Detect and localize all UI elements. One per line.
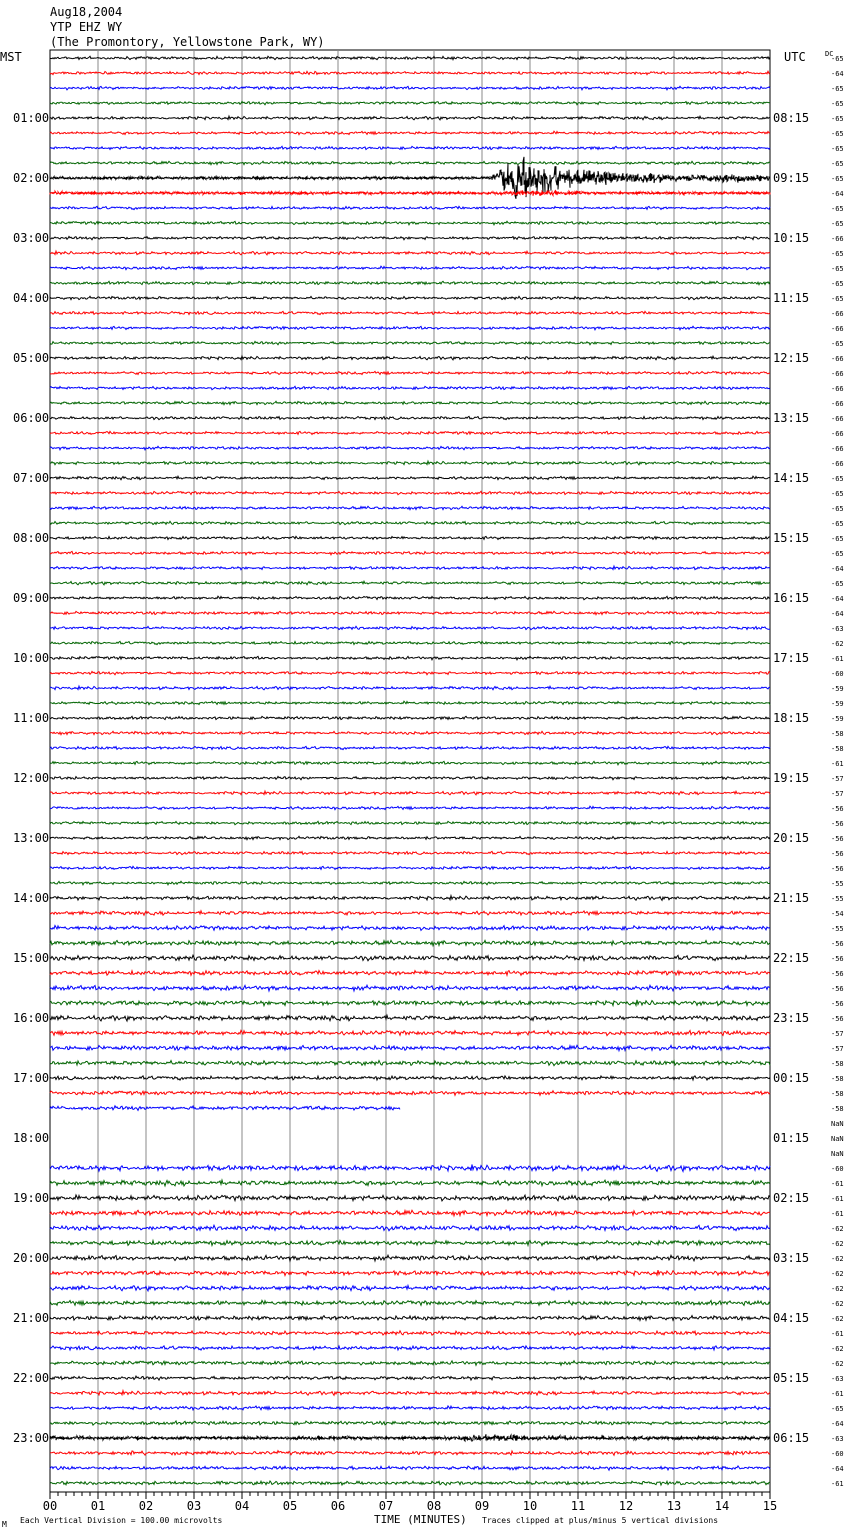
trace-line — [50, 1030, 770, 1035]
trace-line — [50, 71, 770, 74]
left-hour-label: 21:00 — [13, 1311, 50, 1325]
dc-offset-label: -65 — [831, 205, 844, 213]
trace-line — [50, 1210, 770, 1216]
right-hour-label: 14:15 — [773, 471, 810, 485]
dc-offset-label: -65 — [831, 280, 844, 288]
right-hour-label: 11:15 — [773, 291, 810, 305]
dc-offset-label: -65 — [831, 265, 844, 273]
dc-offset-label: -57 — [831, 1045, 844, 1053]
dc-offset-label: -57 — [831, 790, 844, 798]
right-hour-label: 01:15 — [773, 1131, 810, 1145]
time-grid — [50, 50, 770, 1492]
trace-line — [50, 1421, 770, 1425]
trace-line — [50, 1376, 770, 1380]
dc-offset-label: -56 — [831, 1000, 844, 1008]
trace-line — [50, 641, 770, 644]
trace-line — [50, 1240, 770, 1245]
left-hour-label: 09:00 — [13, 591, 50, 605]
left-hour-label: 18:00 — [13, 1131, 50, 1145]
right-hour-label: 19:15 — [773, 771, 810, 785]
dc-offset-label: -55 — [831, 925, 844, 933]
x-tick-label: 09 — [474, 1499, 490, 1513]
dc-offset-label: -58 — [831, 1105, 844, 1113]
trace-line — [50, 431, 770, 434]
trace-line — [50, 281, 770, 284]
left-timezone-label: MST — [0, 50, 22, 64]
dc-offset-label: NaN — [831, 1150, 844, 1158]
right-hour-label: 05:15 — [773, 1371, 810, 1385]
dc-offset-label: -65 — [831, 520, 844, 528]
right-hour-label: 20:15 — [773, 831, 810, 845]
trace-line — [50, 206, 770, 209]
trace-line — [50, 611, 770, 614]
trace-line — [50, 1434, 770, 1441]
trace-line — [50, 521, 770, 524]
dc-offset-label: -57 — [831, 1030, 844, 1038]
trace-line — [50, 866, 770, 869]
trace-line — [50, 401, 770, 404]
dc-offset-label: -65 — [831, 1405, 844, 1413]
dc-offset-label: -56 — [831, 940, 844, 948]
dc-offset-label: -65 — [831, 535, 844, 543]
dc-offset-label: -62 — [831, 1345, 844, 1353]
dc-header-label: DC — [825, 50, 834, 58]
dc-offset-label: -58 — [831, 1075, 844, 1083]
trace-line — [50, 1000, 770, 1006]
x-tick-label: 06 — [330, 1499, 346, 1513]
seismic-traces — [50, 56, 770, 1485]
trace-line — [50, 551, 770, 555]
trace-line — [50, 626, 770, 629]
trace-line — [50, 296, 770, 299]
dc-offset-label: -64 — [831, 70, 844, 78]
trace-line — [50, 371, 770, 374]
dc-offset-label: -64 — [831, 595, 844, 603]
trace-line — [50, 851, 770, 854]
dc-offset-label: -62 — [831, 1255, 844, 1263]
left-hour-label: 06:00 — [13, 411, 50, 425]
dc-offset-label: -65 — [831, 85, 844, 93]
right-hour-label: 04:15 — [773, 1311, 810, 1325]
dc-offset-label: -64 — [831, 565, 844, 573]
trace-line — [50, 266, 770, 270]
x-tick-label: 12 — [618, 1499, 634, 1513]
right-hour-label: 10:15 — [773, 231, 810, 245]
left-hour-label: 20:00 — [13, 1251, 50, 1265]
dc-offset-label: -61 — [831, 1480, 844, 1488]
left-hour-labels — [13, 111, 49, 1445]
dc-offset-label: -56 — [831, 835, 844, 843]
trace-line — [50, 1165, 770, 1172]
trace-line — [50, 1225, 770, 1230]
right-hour-label: 02:15 — [773, 1191, 810, 1205]
trace-line — [50, 671, 770, 674]
dc-offset-label: -66 — [831, 235, 844, 243]
dc-offset-label: -62 — [831, 1240, 844, 1248]
right-hour-labels — [773, 111, 809, 1445]
dc-offset-label: -62 — [831, 1270, 844, 1278]
dc-offset-label: -65 — [831, 130, 844, 138]
trace-line — [50, 1286, 770, 1291]
trace-line — [50, 1015, 770, 1021]
trace-line — [50, 1481, 770, 1485]
left-hour-label: 15:00 — [13, 951, 50, 965]
trace-line — [50, 491, 770, 494]
trace-line — [50, 251, 770, 255]
dc-offset-label: -61 — [831, 760, 844, 768]
dc-offset-label: -62 — [831, 1225, 844, 1233]
trace-line — [50, 566, 770, 570]
right-hour-label: 21:15 — [773, 891, 810, 905]
dc-offset-label: -64 — [831, 1420, 844, 1428]
dc-offset-label: -65 — [831, 475, 844, 483]
left-hour-label: 05:00 — [13, 351, 50, 365]
right-timezone-label: UTC — [784, 50, 806, 64]
dc-offset-label: -66 — [831, 415, 844, 423]
trace-line — [50, 1466, 770, 1470]
x-tick-label: 13 — [666, 1499, 682, 1513]
dc-offset-label: -61 — [831, 1195, 844, 1203]
dc-offset-label: -65 — [831, 550, 844, 558]
left-hour-label: 11:00 — [13, 711, 50, 725]
trace-line — [50, 776, 770, 779]
trace-line — [50, 971, 770, 976]
dc-offset-label: -58 — [831, 745, 844, 753]
dc-offset-label: -59 — [831, 700, 844, 708]
left-hour-label: 01:00 — [13, 111, 50, 125]
trace-line — [50, 1106, 400, 1111]
dc-offset-label: -61 — [831, 1330, 844, 1338]
dc-offset-label: -58 — [831, 730, 844, 738]
left-hour-label: 08:00 — [13, 531, 50, 545]
left-hour-label: 13:00 — [13, 831, 50, 845]
trace-line — [50, 116, 770, 120]
left-hour-label: 19:00 — [13, 1191, 50, 1205]
trace-line — [50, 1195, 770, 1201]
station-label: YTP EHZ WY — [50, 20, 123, 34]
dc-offset-label: -65 — [831, 250, 844, 258]
x-tick-label: 02 — [138, 1499, 154, 1513]
right-hour-label: 17:15 — [773, 651, 810, 665]
x-tick-label: 08 — [426, 1499, 442, 1513]
trace-line — [50, 1091, 770, 1096]
right-hour-label: 03:15 — [773, 1251, 810, 1265]
dc-offset-label: -66 — [831, 385, 844, 393]
trace-line — [50, 1316, 770, 1321]
trace-line — [50, 1076, 770, 1080]
dc-offset-label: -65 — [831, 220, 844, 228]
dc-offset-label: -63 — [831, 625, 844, 633]
dc-offset-label: -65 — [831, 175, 844, 183]
left-hour-label: 02:00 — [13, 171, 50, 185]
trace-line — [50, 56, 770, 59]
trace-line — [50, 911, 770, 915]
trace-line — [50, 221, 770, 225]
trace-line — [50, 1180, 770, 1186]
trace-line — [50, 146, 770, 149]
dc-offset-label: -66 — [831, 400, 844, 408]
trace-line — [50, 731, 770, 734]
trace-line — [50, 1061, 770, 1066]
x-tick-label: 01 — [90, 1499, 106, 1513]
trace-line — [50, 656, 770, 660]
dc-offset-label: -65 — [831, 55, 844, 63]
dc-offset-label: -56 — [831, 985, 844, 993]
dc-offset-label: -65 — [831, 340, 844, 348]
left-hour-label: 07:00 — [13, 471, 50, 485]
left-hour-label: 17:00 — [13, 1071, 50, 1085]
dc-offset-label: -60 — [831, 670, 844, 678]
dc-offset-label: -65 — [831, 115, 844, 123]
dc-offset-label: -56 — [831, 1015, 844, 1023]
trace-line — [50, 716, 770, 719]
trace-line — [50, 476, 770, 480]
footer-corner-mark: M — [2, 1520, 7, 1529]
dc-offset-label: -66 — [831, 310, 844, 318]
right-hour-label: 08:15 — [773, 111, 810, 125]
dc-offset-label: -56 — [831, 865, 844, 873]
trace-line — [50, 821, 770, 824]
trace-line — [50, 416, 770, 419]
left-hour-label: 16:00 — [13, 1011, 50, 1025]
dc-offset-label: -65 — [831, 160, 844, 168]
x-tick-label: 05 — [282, 1499, 298, 1513]
dc-offset-label: NaN — [831, 1120, 844, 1128]
trace-line — [50, 955, 770, 960]
left-hour-label: 23:00 — [13, 1431, 50, 1445]
trace-line — [50, 236, 770, 239]
trace-line — [50, 356, 770, 360]
dc-offset-label: -66 — [831, 370, 844, 378]
trace-line — [50, 881, 770, 885]
trace-line — [50, 1451, 770, 1456]
trace-line — [50, 461, 770, 465]
dc-offset-label: -61 — [831, 1210, 844, 1218]
trace-line — [50, 686, 770, 690]
x-tick-label: 07 — [378, 1499, 394, 1513]
right-hour-label: 15:15 — [773, 531, 810, 545]
date-label: Aug18,2004 — [50, 5, 123, 19]
dc-offset-label: -61 — [831, 1390, 844, 1398]
dc-offset-label: -56 — [831, 820, 844, 828]
dc-offset-label: -65 — [831, 145, 844, 153]
dc-offset-label: -55 — [831, 880, 844, 888]
dc-offset-label: -64 — [831, 610, 844, 618]
trace-line — [50, 1045, 770, 1050]
x-tick-label: 14 — [714, 1499, 730, 1513]
right-hour-label: 22:15 — [773, 951, 810, 965]
dc-offset-label: -65 — [831, 580, 844, 588]
x-tick-label: 00 — [42, 1499, 58, 1513]
right-hour-label: 16:15 — [773, 591, 810, 605]
right-hour-label: 18:15 — [773, 711, 810, 725]
dc-offset-label: -61 — [831, 1180, 844, 1188]
trace-line — [50, 1361, 770, 1366]
dc-offset-label: -54 — [831, 910, 844, 918]
trace-line — [50, 1300, 770, 1305]
right-hour-label: 09:15 — [773, 171, 810, 185]
dc-offset-label: -66 — [831, 325, 844, 333]
plot-frame — [50, 50, 770, 1492]
trace-line — [50, 190, 770, 196]
dc-offset-label: -59 — [831, 685, 844, 693]
dc-offset-label: -58 — [831, 1060, 844, 1068]
dc-offset-label: -65 — [831, 100, 844, 108]
trace-line — [50, 940, 770, 945]
dc-offset-label: -65 — [831, 490, 844, 498]
dc-offset-label: -66 — [831, 445, 844, 453]
left-hour-label: 12:00 — [13, 771, 50, 785]
dc-offset-label: -58 — [831, 1090, 844, 1098]
trace-line — [50, 86, 770, 90]
dc-offset-label: -60 — [831, 1450, 844, 1458]
trace-line — [50, 596, 770, 600]
footer-scale-note: Each Vertical Division = 100.00 microvolts — [20, 1516, 223, 1525]
dc-offset-label: -66 — [831, 430, 844, 438]
trace-line — [50, 326, 770, 330]
dc-offset-label: -66 — [831, 460, 844, 468]
x-tick-label: 11 — [570, 1499, 586, 1513]
dc-offset-label: -62 — [831, 1315, 844, 1323]
trace-line — [50, 386, 770, 389]
trace-line — [50, 446, 770, 450]
left-hour-label: 10:00 — [13, 651, 50, 665]
dc-offset-labels — [831, 55, 844, 1488]
left-hour-label: 03:00 — [13, 231, 50, 245]
right-hour-label: 12:15 — [773, 351, 810, 365]
dc-offset-label: -65 — [831, 505, 844, 513]
trace-line — [50, 341, 770, 344]
trace-line — [50, 1255, 770, 1261]
trace-line — [50, 581, 770, 585]
dc-offset-label: -60 — [831, 1165, 844, 1173]
dc-offset-label: -56 — [831, 955, 844, 963]
left-hour-label: 04:00 — [13, 291, 50, 305]
trace-line — [50, 506, 770, 509]
trace-line — [50, 701, 770, 705]
trace-line — [50, 985, 770, 991]
dc-offset-label: -62 — [831, 1285, 844, 1293]
dc-offset-label: -55 — [831, 895, 844, 903]
trace-line — [50, 1391, 770, 1396]
footer-clip-note: Traces clipped at plus/minus 5 vertical divisions — [482, 1516, 719, 1525]
x-tick-label: 03 — [186, 1499, 202, 1513]
dc-offset-label: -64 — [831, 190, 844, 198]
dc-offset-label: -62 — [831, 1360, 844, 1368]
trace-line — [50, 131, 770, 134]
dc-offset-label: -56 — [831, 850, 844, 858]
x-tick-label: 10 — [522, 1499, 538, 1513]
trace-line — [50, 926, 770, 931]
trace-line — [50, 806, 770, 809]
left-hour-label: 14:00 — [13, 891, 50, 905]
right-hour-label: 23:15 — [773, 1011, 810, 1025]
trace-line — [50, 536, 770, 539]
trace-line — [50, 1331, 770, 1335]
dc-offset-label: -56 — [831, 805, 844, 813]
right-hour-label: 13:15 — [773, 411, 810, 425]
trace-line — [50, 101, 770, 104]
trace-line — [50, 836, 770, 839]
dc-offset-label: -59 — [831, 715, 844, 723]
x-tick-label: 15 — [762, 1499, 778, 1513]
trace-line — [50, 896, 770, 901]
trace-line — [50, 761, 770, 765]
trace-line — [50, 1406, 770, 1410]
x-axis — [43, 1492, 777, 1513]
location-label: (The Promontory, Yellowstone Park, WY) — [50, 35, 325, 49]
dc-offset-label: -56 — [831, 970, 844, 978]
dc-offset-label: -66 — [831, 355, 844, 363]
dc-offset-label: -64 — [831, 1465, 844, 1473]
trace-line — [50, 161, 770, 164]
right-hour-label: 00:15 — [773, 1071, 810, 1085]
trace-line — [50, 746, 770, 749]
trace-line — [50, 311, 770, 314]
trace-line — [50, 1270, 770, 1275]
x-tick-label: 04 — [234, 1499, 250, 1513]
dc-offset-label: -61 — [831, 655, 844, 663]
dc-offset-label: -62 — [831, 1300, 844, 1308]
right-hour-label: 06:15 — [773, 1431, 810, 1445]
dc-offset-label: -65 — [831, 295, 844, 303]
left-hour-label: 22:00 — [13, 1371, 50, 1385]
dc-offset-label: -63 — [831, 1435, 844, 1443]
trace-line — [50, 791, 770, 795]
trace-line — [50, 1346, 770, 1350]
dc-offset-label: NaN — [831, 1135, 844, 1143]
x-axis-title: TIME (MINUTES) — [374, 1513, 467, 1526]
dc-offset-label: -62 — [831, 640, 844, 648]
dc-offset-label: -63 — [831, 1375, 844, 1383]
dc-offset-label: -57 — [831, 775, 844, 783]
